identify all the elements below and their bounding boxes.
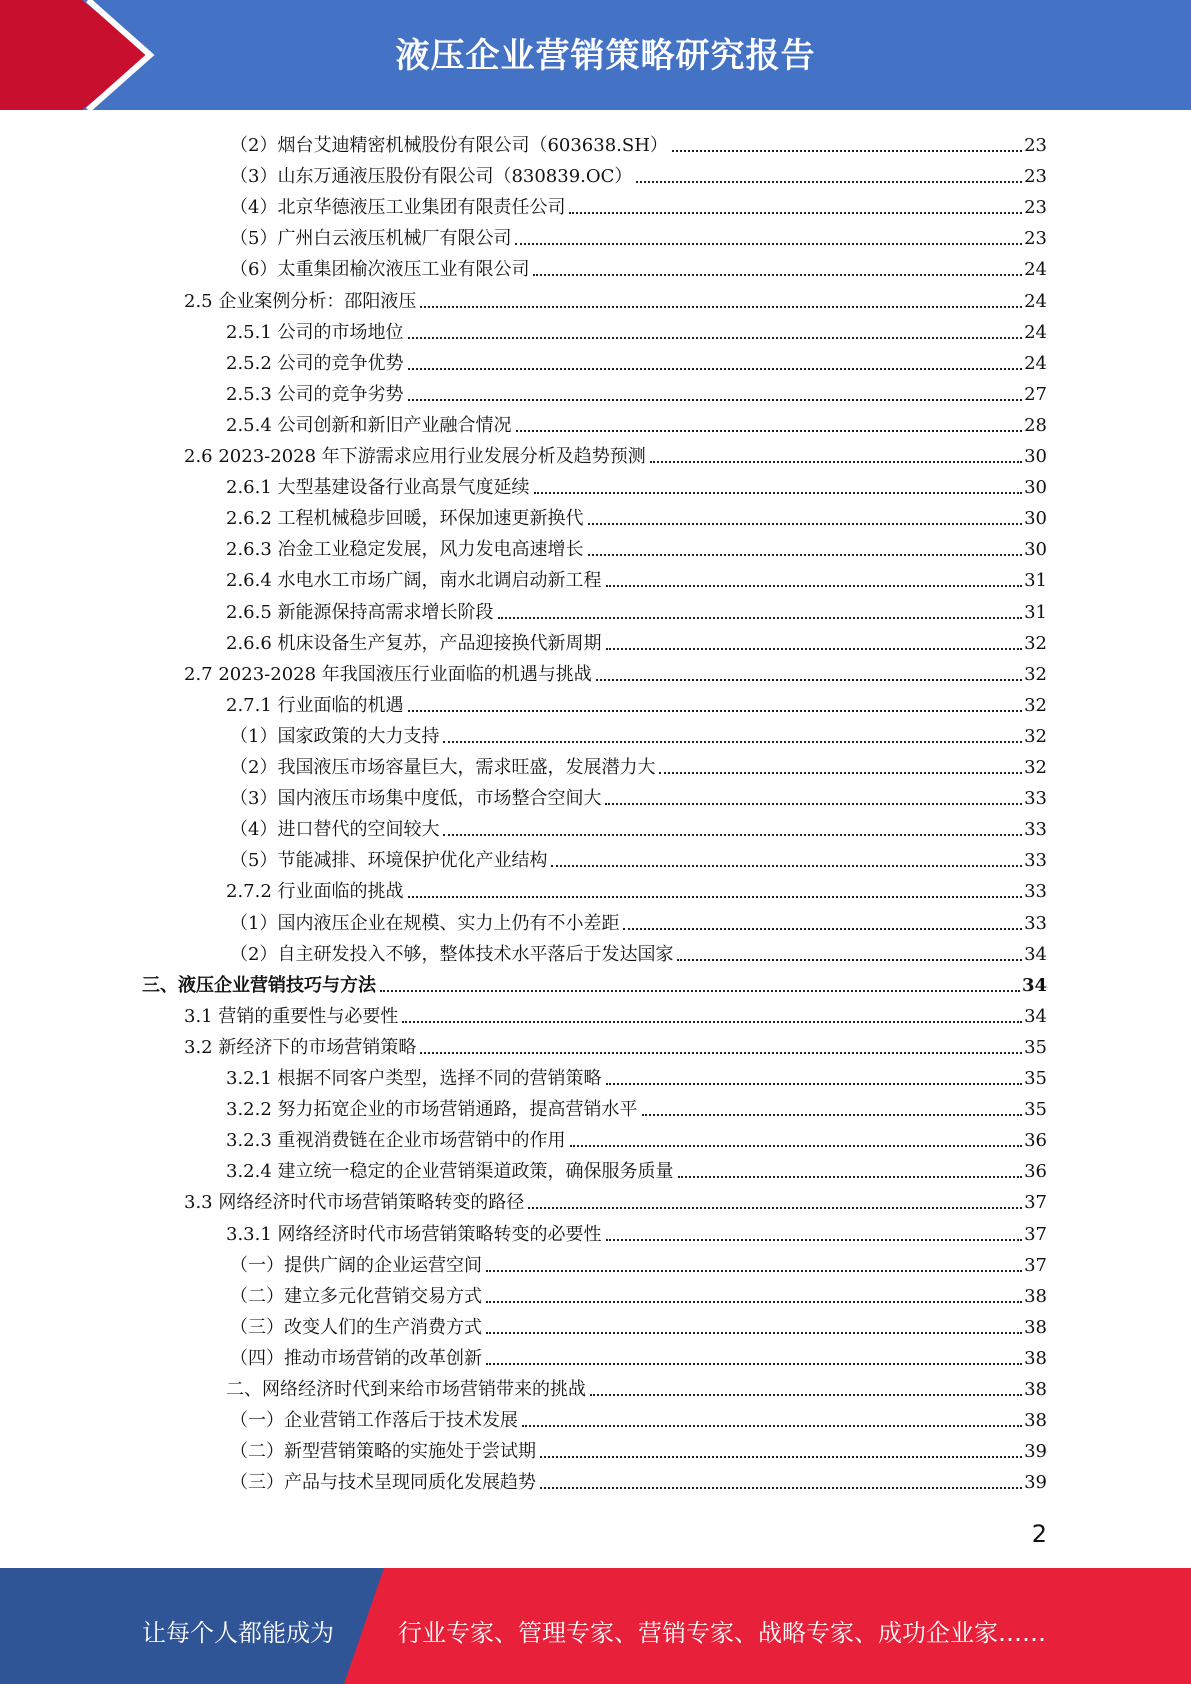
- toc-entry-label: 3.3.1 网络经济时代市场营销策略转变的必要性: [226, 1223, 602, 1245]
- toc-entry[interactable]: [184, 656, 1047, 687]
- toc-dot-leader: [486, 1363, 1022, 1365]
- page-footer: [0, 1568, 1191, 1684]
- toc-dot-leader: [420, 1052, 1022, 1054]
- toc-entry-label: 2.6.3 冶金工业稳定发展，风力发电高速增长: [226, 539, 584, 561]
- toc-entry[interactable]: [230, 842, 1047, 873]
- toc-entry-page: 23: [1024, 135, 1047, 156]
- toc-entry-page: 27: [1024, 383, 1047, 405]
- toc-entry-label: （5）节能减排、环境保护优化产业结构: [230, 850, 548, 872]
- toc-entry-page: 31: [1024, 601, 1047, 623]
- page-header: [0, 0, 1191, 110]
- toc-entry-page: 32: [1024, 694, 1047, 716]
- toc-dot-leader: [650, 461, 1022, 463]
- toc-entry-label: 2.6 2023-2028 年下游需求应用行业发展分析及趋势预测: [184, 446, 646, 467]
- toc-entry-page: 36: [1024, 1130, 1047, 1152]
- toc-entry-label: （四）推动市场营销的改革创新: [230, 1347, 482, 1369]
- toc-dot-leader: [606, 648, 1023, 650]
- toc-dot-leader: [498, 617, 1023, 619]
- toc-dot-leader: [408, 710, 1023, 712]
- toc-entry[interactable]: [226, 469, 1047, 500]
- toc-entry-label: （3）国内液压市场集中度低，市场整合空间大: [230, 788, 602, 810]
- toc-entry[interactable]: [230, 905, 1047, 936]
- toc-entry-label: （二）建立多元化营销交易方式: [230, 1285, 482, 1307]
- toc-dot-leader: [636, 181, 1022, 183]
- toc-entry-label: 3.1 营销的重要性与必要性: [184, 1005, 399, 1027]
- toc-entry[interactable]: [184, 998, 1047, 1029]
- toc-entry[interactable]: [230, 251, 1047, 282]
- toc-dot-leader: [380, 990, 1020, 992]
- toc-entry-page: 35: [1024, 1099, 1047, 1121]
- toc-dot-leader: [596, 679, 1022, 681]
- toc-entry-label: （5）广州白云液压机械厂有限公司: [230, 228, 512, 250]
- toc-dot-leader: [443, 834, 1022, 836]
- toc-entry-page: 35: [1024, 1036, 1047, 1058]
- toc-dot-leader: [672, 150, 1022, 152]
- toc-dot-leader: [534, 492, 1023, 494]
- toc-entry-label: 2.6.1 大型基建设备行业高景气度延续: [226, 477, 530, 499]
- toc-entry-label: （一）企业营销工作落后于技术发展: [230, 1410, 518, 1432]
- toc-entry-label: （三）产品与技术呈现同质化发展趋势: [230, 1472, 536, 1494]
- toc-dot-leader: [420, 306, 1022, 308]
- toc-dot-leader: [540, 1487, 1022, 1489]
- toc-entry-label: （1）国家政策的大力支持: [230, 725, 440, 747]
- toc-entry-page: 33: [1024, 912, 1047, 934]
- toc-entry-page: 30: [1024, 446, 1047, 467]
- toc-entry[interactable]: [226, 500, 1047, 531]
- toc-entry-page: 37: [1024, 1254, 1047, 1276]
- toc-entry[interactable]: [230, 1402, 1047, 1433]
- toc-entry[interactable]: [142, 967, 1047, 998]
- toc-entry-page: 24: [1024, 352, 1047, 374]
- toc-entry[interactable]: [226, 407, 1047, 438]
- footer-slogan-right: 行业专家、管理专家、营销专家、战略专家、成功企业家……: [398, 1619, 1046, 1647]
- toc-entry-label: 3.2.1 根据不同客户类型，选择不同的营销策略: [226, 1068, 602, 1089]
- toc-entry[interactable]: [226, 1371, 1047, 1402]
- toc-entry-page: 38: [1024, 1379, 1047, 1400]
- toc-entry-label: 2.7 2023-2028 年我国液压行业面临的机遇与挑战: [184, 663, 592, 685]
- toc-entry-label: 二、网络经济时代到来给市场营销带来的挑战: [226, 1379, 586, 1400]
- toc-dot-leader: [533, 274, 1022, 276]
- toc-entry-page: 38: [1024, 1347, 1047, 1369]
- toc-entry-page: 32: [1024, 725, 1047, 747]
- toc-dot-leader: [408, 399, 1023, 401]
- toc-entry[interactable]: [226, 345, 1047, 376]
- toc-entry[interactable]: [226, 1216, 1047, 1247]
- toc-entry[interactable]: [184, 283, 1047, 314]
- toc-entry-label: （4）北京华德液压工业集团有限责任公司: [230, 197, 566, 219]
- toc-dot-leader: [408, 337, 1023, 339]
- toc-entry-page: 32: [1024, 757, 1047, 778]
- toc-entry-page: 38: [1024, 1285, 1047, 1307]
- toc-entry[interactable]: [230, 1464, 1047, 1495]
- toc-entry[interactable]: [226, 1122, 1047, 1153]
- toc-dot-leader: [528, 1207, 1022, 1209]
- toc-entry[interactable]: [230, 1309, 1047, 1340]
- toc-entry[interactable]: [230, 936, 1047, 967]
- toc-entry[interactable]: [226, 1153, 1047, 1184]
- toc-entry[interactable]: [230, 780, 1047, 811]
- toc-dot-leader: [606, 585, 1023, 587]
- toc-entry-page: 33: [1024, 881, 1047, 903]
- toc-entry-page: 24: [1024, 321, 1047, 343]
- toc-entry-page: 38: [1024, 1410, 1047, 1432]
- toc-entry-page: 33: [1024, 788, 1047, 810]
- toc-dot-leader: [443, 741, 1022, 743]
- toc-entry-label: 2.7.2 行业面临的挑战: [226, 881, 404, 903]
- toc-dot-leader: [515, 243, 1022, 245]
- toc-dot-leader: [659, 772, 1022, 774]
- toc-entry-page: 37: [1024, 1223, 1047, 1245]
- toc-entry[interactable]: [226, 562, 1047, 593]
- toc-entry-label: 2.6.5 新能源保持高需求增长阶段: [226, 601, 494, 623]
- toc-entry-page: 39: [1024, 1441, 1047, 1463]
- report-title: 液压企业营销策略研究报告: [395, 36, 816, 76]
- toc-entry-page: 33: [1024, 819, 1047, 841]
- toc-entry-label: （2）烟台艾迪精密机械股份有限公司（603638.SH）: [230, 135, 668, 156]
- toc-dot-leader: [570, 1145, 1023, 1147]
- toc-dot-leader: [408, 896, 1023, 898]
- toc-entry[interactable]: [230, 718, 1047, 749]
- toc-entry-page: 32: [1024, 663, 1047, 685]
- toc-entry-page: 36: [1024, 1161, 1047, 1183]
- toc-entry-label: 三、液压企业营销技巧与方法: [142, 974, 376, 996]
- toc-entry-page: 37: [1024, 1192, 1047, 1214]
- toc-entry-label: 2.5.2 公司的竞争优势: [226, 352, 404, 374]
- toc-dot-leader: [551, 865, 1022, 867]
- toc-entry-label: 3.2.3 重视消费链在企业市场营销中的作用: [226, 1130, 566, 1152]
- toc-entry[interactable]: [230, 1340, 1047, 1371]
- toc-dot-leader: [408, 368, 1023, 370]
- toc-entry-label: 3.2.2 努力拓宽企业的市场营销通路，提高营销水平: [226, 1099, 638, 1121]
- toc-entry-label: （2）自主研发投入不够，整体技术水平落后于发达国家: [230, 943, 674, 965]
- toc-dot-leader: [606, 1239, 1023, 1241]
- toc-entry[interactable]: [184, 1184, 1047, 1215]
- toc-dot-leader: [486, 1332, 1022, 1334]
- toc-entry-page: 24: [1024, 290, 1047, 312]
- footer-slogan-left: 让每个人都能成为: [142, 1619, 334, 1647]
- toc-entry-page: 39: [1024, 1472, 1047, 1494]
- toc-entry[interactable]: [184, 438, 1047, 469]
- toc-entry-page: 30: [1024, 539, 1047, 561]
- toc-entry[interactable]: [226, 873, 1047, 904]
- toc-entry[interactable]: [226, 531, 1047, 562]
- toc-entry[interactable]: [226, 1060, 1047, 1091]
- toc-entry-page: 23: [1024, 197, 1047, 219]
- toc-entry[interactable]: [226, 314, 1047, 345]
- toc-entry[interactable]: [230, 1433, 1047, 1464]
- toc-entry-page: 38: [1024, 1316, 1047, 1338]
- toc-entry-page: 34: [1024, 1005, 1047, 1027]
- toc-entry-page: 24: [1024, 259, 1047, 281]
- toc-entry-page: 34: [1021, 974, 1047, 996]
- toc-dot-leader: [486, 1301, 1022, 1303]
- toc-entry[interactable]: [226, 687, 1047, 718]
- toc-entry-label: 2.7.1 行业面临的机遇: [226, 694, 404, 716]
- toc-entry-label: 2.6.6 机床设备生产复苏，产品迎接换代新周期: [226, 632, 602, 654]
- toc-dot-leader: [642, 1114, 1023, 1116]
- toc-dot-leader: [605, 803, 1022, 805]
- toc-dot-leader: [402, 1021, 1022, 1023]
- toc-entry-page: 23: [1024, 166, 1047, 188]
- toc-dot-leader: [522, 1425, 1022, 1427]
- toc-dot-leader: [588, 554, 1023, 556]
- page-number: 2: [1031, 1520, 1047, 1548]
- toc-entry-label: （3）山东万通液压股份有限公司（830839.OC）: [230, 166, 633, 188]
- toc-entry-label: 2.6.4 水电水工市场广阔，南水北调启动新工程: [226, 570, 602, 592]
- toc-entry-label: 2.5.4 公司创新和新旧产业融合情况: [226, 414, 512, 436]
- toc-entry[interactable]: [184, 1029, 1047, 1060]
- toc-dot-leader: [486, 1270, 1022, 1272]
- toc-entry-label: （2）我国液压市场容量巨大，需求旺盛，发展潜力大: [230, 757, 656, 778]
- toc-entry-label: （三）改变人们的生产消费方式: [230, 1316, 482, 1338]
- toc-entry-label: 2.5.3 公司的竞争劣势: [226, 383, 404, 405]
- toc-entry[interactable]: [226, 1091, 1047, 1122]
- toc-entry[interactable]: [226, 625, 1047, 656]
- toc-entry-label: （1）国内液压企业在规模、实力上仍有不小差距: [230, 912, 620, 934]
- toc-dot-leader: [677, 959, 1022, 961]
- toc-entry[interactable]: [226, 594, 1047, 625]
- toc-entry[interactable]: [230, 811, 1047, 842]
- toc-entry-page: 34: [1024, 943, 1047, 965]
- toc-dot-leader: [623, 928, 1022, 930]
- toc-entry[interactable]: [230, 220, 1047, 251]
- toc-dot-leader: [588, 523, 1023, 525]
- toc-entry-page: 35: [1024, 1068, 1047, 1089]
- toc-entry[interactable]: [230, 189, 1047, 220]
- toc-entry-label: （一）提供广阔的企业运营空间: [230, 1254, 482, 1276]
- toc-entry-label: 3.2 新经济下的市场营销策略: [184, 1036, 417, 1058]
- toc-dot-leader: [569, 212, 1022, 214]
- toc-entry-label: （4）进口替代的空间较大: [230, 819, 440, 841]
- toc-entry-page: 30: [1024, 508, 1047, 530]
- toc-entry-label: 2.6.2 工程机械稳步回暖，环保加速更新换代: [226, 508, 584, 530]
- toc-entry-page: 31: [1024, 570, 1047, 592]
- toc-entry[interactable]: [230, 749, 1047, 780]
- toc-entry-page: 30: [1024, 477, 1047, 499]
- toc-dot-leader: [590, 1394, 1022, 1396]
- toc-dot-leader: [540, 1456, 1022, 1458]
- toc-dot-leader: [516, 430, 1023, 432]
- toc-entry-label: 2.5 企业案例分析：邵阳液压: [184, 290, 417, 312]
- toc-entry[interactable]: [230, 1278, 1047, 1309]
- toc-dot-leader: [606, 1083, 1023, 1085]
- toc-entry-page: 28: [1024, 414, 1047, 436]
- toc-entry-page: 32: [1024, 632, 1047, 654]
- toc-dot-leader: [678, 1176, 1023, 1178]
- toc-entry-page: 33: [1024, 850, 1047, 872]
- toc-entry-label: 3.2.4 建立统一稳定的企业营销渠道政策，确保服务质量: [226, 1161, 674, 1183]
- toc-entry[interactable]: [226, 376, 1047, 407]
- toc-entry[interactable]: [230, 127, 1047, 158]
- toc-entry-page: 23: [1024, 228, 1047, 250]
- toc-entry[interactable]: [230, 1247, 1047, 1278]
- toc-entry-label: （6）太重集团榆次液压工业有限公司: [230, 259, 530, 281]
- toc-entry-label: 3.3 网络经济时代市场营销策略转变的路径: [184, 1192, 525, 1214]
- toc-entry-label: 2.5.1 公司的市场地位: [226, 321, 404, 343]
- toc-entry[interactable]: [230, 158, 1047, 189]
- toc-entry-label: （二）新型营销策略的实施处于尝试期: [230, 1441, 536, 1463]
